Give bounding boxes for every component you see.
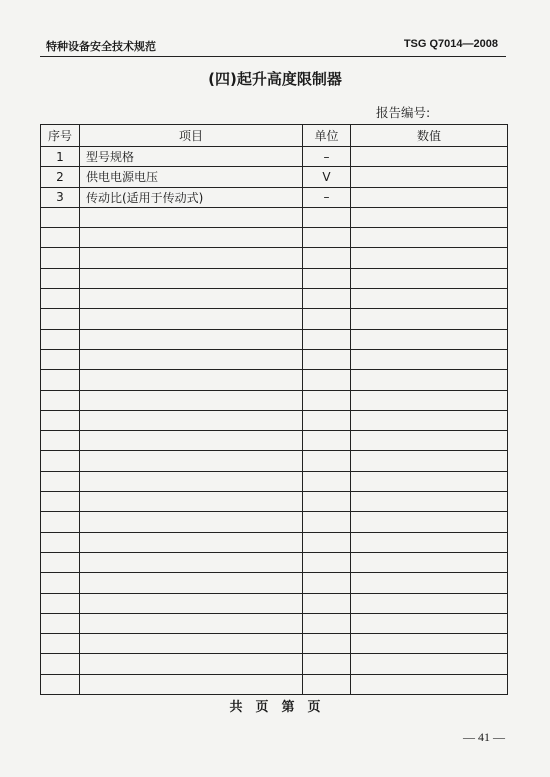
cell-item [80,370,303,390]
cell-index [41,410,80,430]
cell-item: 传动比(适用于传动式) [80,187,303,207]
cell-index [41,654,80,674]
col-header-index: 序号 [41,125,80,147]
cell-value [351,431,508,451]
cell-index [41,471,80,491]
table-row-blank [41,410,508,430]
table-row-blank [41,552,508,572]
cell-index [41,634,80,654]
cell-unit [303,329,351,349]
cell-item: 供电电源电压 [80,167,303,187]
cell-value [351,309,508,329]
cell-index [41,674,80,694]
cell-unit [303,289,351,309]
cell-item [80,248,303,268]
cell-unit [303,552,351,572]
table-header-row [41,125,508,147]
cell-unit [303,228,351,248]
cell-unit [303,390,351,410]
table-row-blank [41,370,508,390]
table-row-blank [41,512,508,532]
page-count-line: 共 页 第 页 [229,700,321,715]
cell-value [351,552,508,572]
cell-unit: – [303,187,351,207]
cell-item [80,309,303,329]
table-body [41,147,508,695]
cell-item [80,349,303,369]
cell-index [41,573,80,593]
cell-value [351,410,508,430]
table-row-blank [41,268,508,288]
cell-unit [303,431,351,451]
cell-item [80,512,303,532]
cell-value [351,471,508,491]
cell-value [351,674,508,694]
table-row-blank [41,390,508,410]
cell-index [41,268,80,288]
cell-unit [303,654,351,674]
cell-unit [303,492,351,512]
cell-unit [303,410,351,430]
cell-value [351,390,508,410]
cell-index [41,390,80,410]
cell-item [80,431,303,451]
header-rule [40,56,506,57]
cell-value [351,613,508,633]
table-row [41,167,508,187]
cell-value [351,289,508,309]
table-row-blank [41,207,508,227]
table-row-blank [41,289,508,309]
cell-value [351,634,508,654]
page-number: — 41 — [463,730,505,744]
cell-item [80,674,303,694]
cell-index [41,309,80,329]
cell-unit [303,309,351,329]
cell-item [80,410,303,430]
col-header-value: 数值 [351,125,508,147]
cell-value [351,207,508,227]
cell-unit [303,613,351,633]
cell-unit [303,248,351,268]
cell-item [80,613,303,633]
col-header-item: 项目 [80,125,303,147]
cell-value [351,593,508,613]
cell-item [80,289,303,309]
cell-item [80,329,303,349]
table-row-blank [41,248,508,268]
table-row-blank [41,471,508,491]
page-title: (四)起升高度限制器 [208,70,342,88]
table-row-blank [41,451,508,471]
cell-index [41,329,80,349]
cell-value [351,451,508,471]
table-row-blank [41,634,508,654]
cell-value [351,329,508,349]
inspection-table [40,124,508,695]
cell-item [80,593,303,613]
cell-unit [303,512,351,532]
cell-index: 1 [41,147,80,167]
table-row-blank [41,532,508,552]
cell-unit [303,451,351,471]
cell-index: 2 [41,167,80,187]
cell-index [41,492,80,512]
cell-item [80,532,303,552]
cell-unit [303,634,351,654]
table-row-blank [41,674,508,694]
cell-item [80,573,303,593]
cell-value [351,573,508,593]
cell-index [41,228,80,248]
cell-index: 3 [41,187,80,207]
cell-unit [303,674,351,694]
cell-unit [303,349,351,369]
cell-value [351,268,508,288]
report-number-label: 报告编号: [376,105,431,120]
cell-item [80,492,303,512]
table-row-blank [41,228,508,248]
cell-value [351,167,508,187]
table-row-blank [41,492,508,512]
table-row-blank [41,431,508,451]
col-header-unit: 单位 [303,125,351,147]
cell-value [351,654,508,674]
cell-unit [303,471,351,491]
cell-item: 型号规格 [80,147,303,167]
table-row-blank [41,573,508,593]
cell-unit: – [303,147,351,167]
cell-index [41,552,80,572]
cell-unit [303,207,351,227]
table-row [41,187,508,207]
cell-index [41,593,80,613]
cell-unit [303,573,351,593]
cell-item [80,451,303,471]
cell-item [80,552,303,572]
cell-index [41,289,80,309]
table-row-blank [41,309,508,329]
cell-item [80,390,303,410]
cell-item [80,207,303,227]
table-row-blank [41,593,508,613]
cell-index [41,207,80,227]
cell-index [41,451,80,471]
cell-unit [303,593,351,613]
cell-unit [303,268,351,288]
cell-unit: V [303,167,351,187]
cell-value [351,187,508,207]
cell-item [80,634,303,654]
cell-value [351,370,508,390]
cell-value [351,532,508,552]
cell-value [351,248,508,268]
cell-item [80,654,303,674]
cell-value [351,512,508,532]
table-row-blank [41,329,508,349]
table-row-blank [41,654,508,674]
cell-index [41,613,80,633]
cell-index [41,370,80,390]
table-row-blank [41,349,508,369]
cell-item [80,471,303,491]
table-row-blank [41,613,508,633]
cell-index [41,248,80,268]
cell-index [41,349,80,369]
cell-index [41,512,80,532]
cell-item [80,268,303,288]
running-header-right: TSG Q7014—2008 [403,38,498,50]
cell-index [41,431,80,451]
cell-value [351,147,508,167]
cell-value [351,492,508,512]
cell-value [351,228,508,248]
cell-item [80,228,303,248]
cell-unit [303,370,351,390]
running-header-left: 特种设备安全技术规范 [46,40,156,53]
cell-unit [303,532,351,552]
table-row [41,147,508,167]
cell-value [351,349,508,369]
cell-index [41,532,80,552]
